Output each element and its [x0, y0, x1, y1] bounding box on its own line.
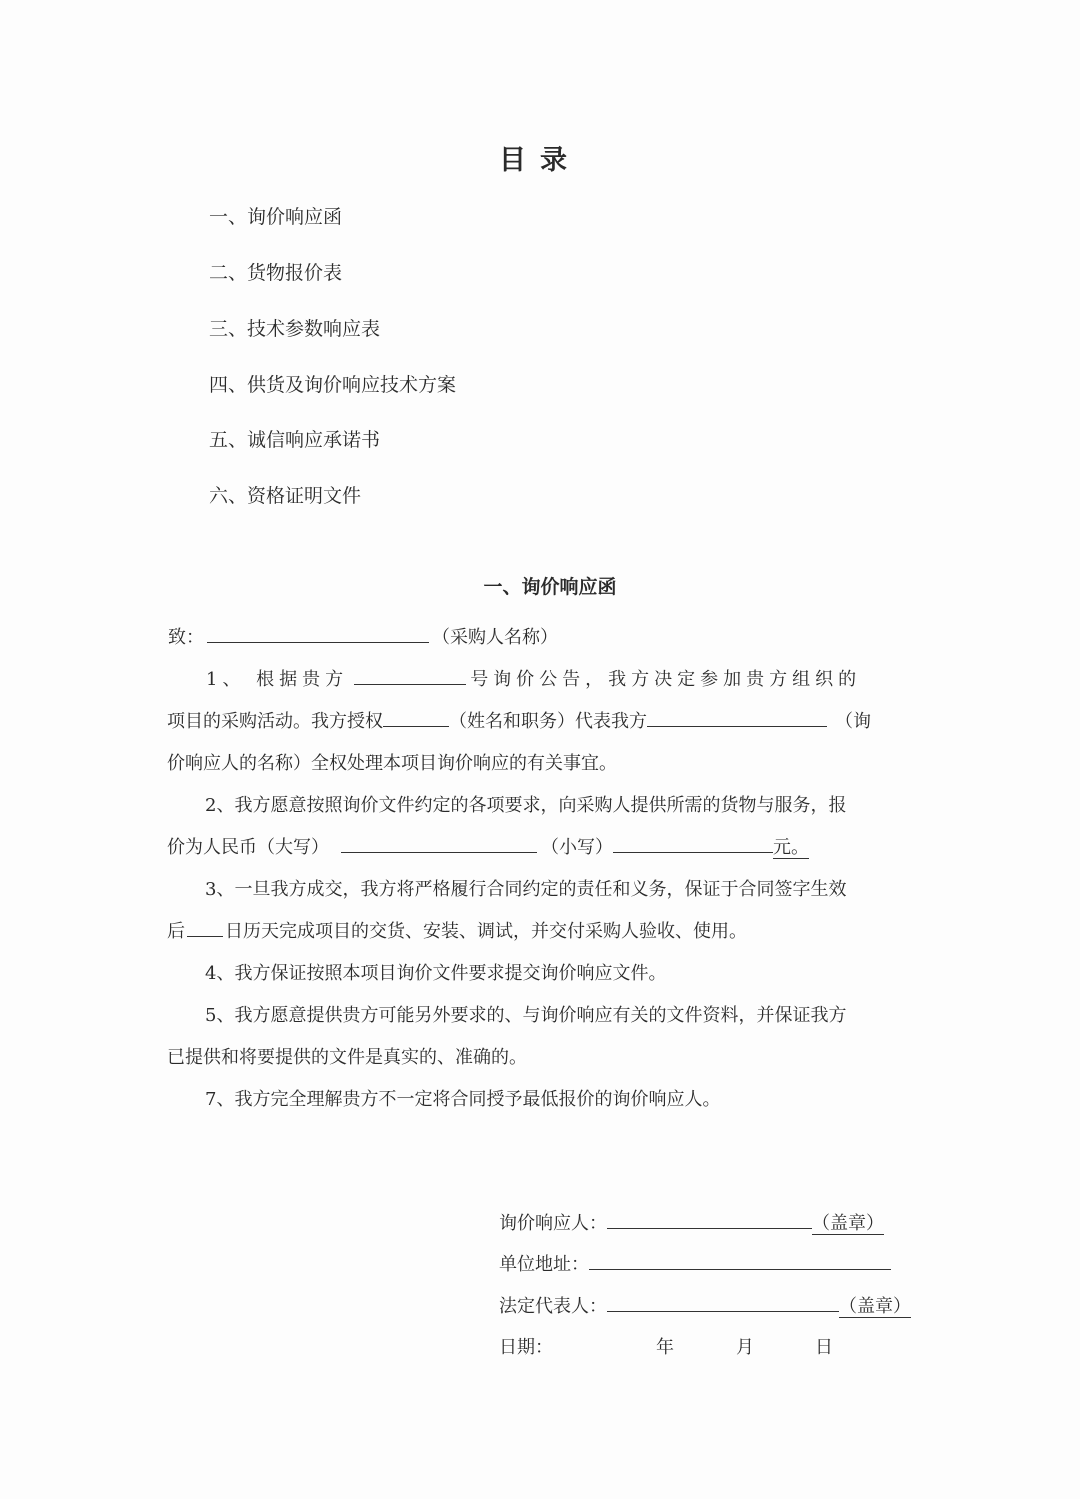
legal-rep-label: 法定代表人： — [499, 1296, 607, 1317]
respondent-blank[interactable] — [607, 1211, 812, 1229]
date-month: 月 — [736, 1337, 754, 1358]
para-3-line-2 — [167, 917, 747, 943]
price-lowercase-blank[interactable] — [613, 835, 773, 853]
para-2-text-d: 元。 — [773, 837, 809, 858]
para-3-text-c: 日历天完成项目的交货、安装、调试，并交付采购人验收、使用。 — [225, 921, 747, 942]
para-1-text-e: （询 — [835, 711, 871, 732]
respondent-label: 询价响应人： — [499, 1213, 607, 1234]
para-5-line-1: 5、我方愿意提供贵方可能另外要求的、与询价响应有关的文件资料，并保证我方 — [205, 1005, 847, 1026]
para-1-line-2 — [167, 707, 871, 733]
para-3-text-b: 后 — [167, 921, 185, 942]
para-1-line-1 — [206, 665, 861, 691]
para-1-line-3: 价响应人的名称）全权处理本项目询价响应的有关事宜。 — [167, 753, 617, 774]
para-7: 7、我方完全理解贵方不一定将合同授予最低报价的询价响应人。 — [205, 1089, 721, 1110]
para-2-line-2 — [167, 833, 809, 859]
legal-rep-blank[interactable] — [607, 1294, 839, 1312]
purchaser-name-blank[interactable] — [207, 625, 429, 643]
toc-item: 三、技术参数响应表 — [209, 318, 381, 340]
toc-item: 五、诚信响应承诺书 — [209, 429, 381, 451]
para-4: 4、我方保证按照本项目询价文件要求提交询价响应文件。 — [205, 963, 667, 984]
respondent-seal: （盖章） — [812, 1213, 884, 1234]
announcement-number-blank[interactable] — [354, 667, 466, 685]
para-1-text-d: （姓名和职务）代表我方 — [449, 711, 647, 732]
address-label: 单位地址： — [499, 1254, 589, 1275]
legal-rep-seal: （盖章） — [839, 1296, 911, 1317]
addressee-line — [168, 623, 558, 649]
date-label: 日期： — [499, 1337, 553, 1358]
toc-item: 一、询价响应函 — [209, 206, 343, 228]
section-title: 一、询价响应函 — [483, 576, 617, 598]
price-uppercase-blank[interactable] — [341, 835, 537, 853]
respondent-name-blank[interactable] — [647, 709, 827, 727]
para-2-line-1: 2、我方愿意按照询价文件约定的各项要求，向采购人提供所需的货物与服务，报 — [205, 795, 847, 816]
para-2-text-b: 价为人民币（大写） — [167, 837, 329, 858]
addressee-suffix: （采购人名称） — [432, 627, 558, 648]
authorized-person-blank[interactable] — [383, 709, 449, 727]
legal-rep-row — [499, 1292, 911, 1318]
delivery-days-blank[interactable] — [187, 919, 223, 937]
toc-item: 二、货物报价表 — [209, 262, 343, 284]
addressee-prefix: 致： — [168, 627, 204, 648]
address-row — [499, 1250, 891, 1276]
address-blank[interactable] — [589, 1252, 891, 1270]
para-1-text-b: 号询价公告，我方决定参加贵方组织的 — [470, 669, 862, 690]
para-1-text-c: 项目的采购活动。我方授权 — [167, 711, 383, 732]
toc-title: 目录 — [499, 145, 581, 176]
para-3-line-1: 3、一旦我方成交，我方将严格履行合同约定的责任和义务，保证于合同签字生效 — [205, 879, 847, 900]
para-2-text-c: （小写） — [541, 837, 613, 858]
date-day: 日 — [815, 1337, 833, 1358]
para-1-text-a: 1、 根据贵方 — [206, 669, 349, 690]
toc-item: 四、供货及询价响应技术方案 — [209, 374, 457, 396]
toc-item: 六、资格证明文件 — [209, 485, 362, 507]
para-5-line-2: 已提供和将要提供的文件是真实的、准确的。 — [167, 1047, 527, 1068]
respondent-row — [499, 1209, 884, 1235]
date-year: 年 — [656, 1337, 674, 1358]
